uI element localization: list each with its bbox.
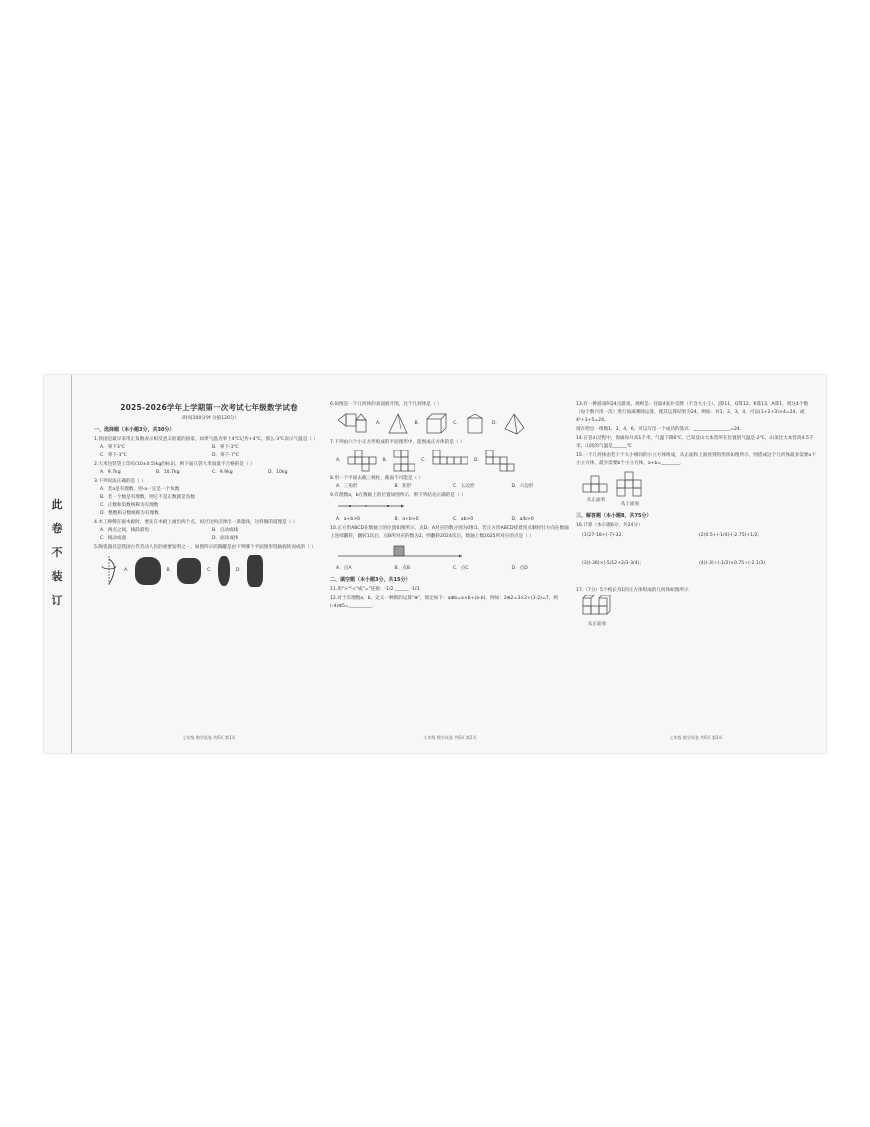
question-7: 7.下列由六个小正方形组成的平面图形中，能围成正方体的是（ ） xyxy=(330,440,465,446)
option: B．10.7kg xyxy=(156,470,180,476)
calc-item: (2)0.5+(-1/4)-(-2.75)+1/2； xyxy=(699,533,763,539)
top-view-figure xyxy=(616,471,644,509)
q9-options xyxy=(336,516,570,524)
question-1: 1.我国是最早采用正负数表示相反意义的量的国家，如果气温为零上4℃记作+4℃，那么-3℃表示气温是（ ） xyxy=(94,436,318,442)
option: B．矩形 xyxy=(394,484,412,490)
question-9: 9.有理数a，b在数轴上的位置如图所示，则下列结论正确的是（ ） xyxy=(330,493,466,499)
page-footer: 七年级 数学试卷 共6页 第3页 xyxy=(669,735,723,740)
jar-icon xyxy=(177,558,201,584)
option: D．a/b>0 xyxy=(511,517,534,523)
section-fill: 二、填空题（本小题3分，共15分） xyxy=(330,577,411,584)
option-label: B. xyxy=(166,568,172,574)
option-label: D. xyxy=(235,568,241,574)
option-label: A. xyxy=(336,458,341,464)
front-view-grid xyxy=(582,475,610,493)
option: A．零下3℃ xyxy=(100,444,126,450)
top-view-grid xyxy=(616,471,644,497)
page-footer: 七年级 数学试卷 共6页 第2页 xyxy=(423,735,477,740)
option: B．若一个数是有理数，则它不是正数就是负数 xyxy=(100,495,196,501)
option: A．a+b>0 xyxy=(336,517,361,523)
section-answer: 三、解答题（本小题8，共75分） xyxy=(576,513,652,520)
option: C．点C xyxy=(453,566,469,572)
cube-net-a xyxy=(347,450,377,472)
q7-figures xyxy=(336,450,570,472)
question-11: 11.用">""<"或"="连接：-1/2 ______ -1/3. xyxy=(330,587,421,593)
question-8: 8.用一个平面去截三棱柱，截面不可能是（ ） xyxy=(330,476,424,482)
option: A．三角形 xyxy=(336,484,358,490)
q2-options xyxy=(100,469,324,477)
number-line-q9 xyxy=(336,500,406,512)
option: A．两点之间，线段最短 xyxy=(100,528,150,534)
option-label: D. xyxy=(473,458,479,464)
exam-title: 2025-2026学年上学期第一次考试七年级数学试卷 xyxy=(120,403,298,412)
option: C．正数和负数统称为有理数 xyxy=(100,503,159,509)
prism-icon xyxy=(464,413,486,435)
binding-margin xyxy=(44,375,72,753)
option: A．9.7kg xyxy=(100,470,121,476)
option-label: B. xyxy=(414,421,420,427)
vase-icon xyxy=(247,555,263,587)
cube-net-c xyxy=(432,450,468,472)
page-footer: 七年级 数学试卷 共6页 第1页 xyxy=(182,735,236,740)
figure-caption: 从正面看 xyxy=(586,498,606,504)
front-view-figure xyxy=(582,475,610,505)
figure-caption: 从正面看 xyxy=(587,622,607,628)
question-3: 3.下列说法正确的是（ ） xyxy=(94,479,146,485)
rotation-profile-figure xyxy=(100,556,118,586)
pyramid-icon xyxy=(387,413,409,435)
q4-options xyxy=(100,527,324,543)
question-15: 15.一个几何体由若干个大小相同的小立方体组成，从正面和上面看到的形状如图所示，则搭成这个几何体最多需要a个小立方体，最少需要b个小立方体，a+b=________． xyxy=(576,453,816,467)
option: B．点B xyxy=(394,566,410,572)
jar-icon xyxy=(135,557,161,585)
option: D．面动成体 xyxy=(212,536,239,542)
cubes-solid-figure xyxy=(582,595,612,617)
cube-icon xyxy=(425,413,447,435)
page-3 xyxy=(576,393,816,743)
figure-caption: 从上面看 xyxy=(620,502,640,508)
q10-options xyxy=(336,565,570,573)
option: C．线动成面 xyxy=(100,536,127,542)
q17-figure xyxy=(582,595,612,629)
calc-item: (3)(-36)×(-5/12+2/3-3/4)； xyxy=(582,561,644,567)
option: D．六边形 xyxy=(511,484,534,490)
pyramid-icon xyxy=(503,413,525,435)
vase-icon xyxy=(218,556,230,586)
page-1 xyxy=(94,393,324,743)
number-line-q10 xyxy=(336,541,466,561)
q1-options xyxy=(100,444,324,460)
option-label: A. xyxy=(124,568,129,574)
question-16: 16.计算（本小题6分，共24分） xyxy=(576,523,643,529)
question-5: 5.陶瓷器具是我国古代劳动人民的重要发明之一。如图所示的陶罐是由下列哪个平面图形绕轴旋转而成的（ ） xyxy=(94,545,316,551)
option: D．零下-7℃ xyxy=(212,452,240,458)
option-label: C. xyxy=(453,421,458,427)
question-4: 4.木工师傅在锯木板时，要先在木板上画出两个点，再过这两点弹出一条墨线，这样做的道理是（ ） xyxy=(94,520,298,526)
calc-item: (1)27-18+(-7)-32； xyxy=(582,533,626,539)
net-figure xyxy=(336,412,370,436)
option: B．零下-3℃ xyxy=(212,444,239,450)
q16-items-2 xyxy=(582,560,816,568)
option-label: A. xyxy=(376,421,381,427)
section-choice: 一、选择题（本小题3分，共30分） xyxy=(94,427,175,434)
option: C．零下-3℃ xyxy=(100,452,127,458)
question-12: 12.对于有理数a，b，定义一种新的运算"⊕"，规定如下：a⊕b=a×b+(a-b)，例如：3⊕2=3×2+(3-2)=7，则(-4)⊕5=__________． xyxy=(330,596,558,610)
question-2: 2.大米包装袋上印有(10±0.5)kg的标识，则下面几袋大米质量不合格的是（ ） xyxy=(94,462,255,467)
q3-options xyxy=(100,486,324,518)
exam-subtitle: （时间100分钟 分值120分） xyxy=(178,416,240,422)
option: B．a+b>0 xyxy=(394,517,419,523)
page-2 xyxy=(330,393,570,743)
question-10: 10.正方形ABCD在数轴上的位置如图所示，点D、A对应的数分别为0和1，若正方形ABCD绕着顶点顺时针方向在数轴上连续翻转，翻转1次后，点B所对应的数为2；则翻转2024次后，数轴上数2025所对应的点是（ ） xyxy=(330,526,569,540)
exam-sheet xyxy=(44,375,826,753)
q15-figures xyxy=(582,471,816,509)
calc-item: (4)(-3)÷(-1/2)×0.75÷(-2 1/3)． xyxy=(699,561,770,567)
option-label: B. xyxy=(382,458,388,464)
question-13-part-b: 现在给出一组数1，3，4，6，可以写出一个成功的算式：________________=24． xyxy=(576,427,745,433)
option: C．9.9kg xyxy=(212,470,233,476)
option-label: C. xyxy=(421,458,426,464)
question-17: 17.（7分）5个棱长为1的正方体组成的几何体如图所示． xyxy=(576,588,694,594)
binding-text: 此卷不装订 xyxy=(51,498,63,607)
option: B．点动成线 xyxy=(212,528,239,534)
question-14: 14.在登山过程中，海拔每升高1千米，气温下降6℃，已知登山大本营所在位置的气温是-2℃，山顶比大本营高4.5千米，山顶的气温是______℃ xyxy=(576,436,814,450)
q6-figures xyxy=(336,412,570,436)
cube-net-b xyxy=(393,450,415,472)
option: C．ab>0 xyxy=(453,517,474,523)
option: A．若a是有理数，则-a一定是一个负数 xyxy=(100,487,180,493)
q5-figures xyxy=(100,555,324,587)
option: A．点A xyxy=(336,566,352,572)
option: D．整数和分数统称为有理数 xyxy=(100,511,159,517)
option: C．五边形 xyxy=(453,484,475,490)
option-label: C. xyxy=(207,568,212,574)
option: D．10kg xyxy=(268,470,288,476)
q8-options xyxy=(336,483,570,491)
option: D．点D xyxy=(511,566,528,572)
q16-items xyxy=(582,532,816,540)
option-label: D. xyxy=(491,421,497,427)
cube-net-d xyxy=(485,450,515,472)
question-6: 6.如图是一个几何体的表面展开图，这个几何体是（ ） xyxy=(330,402,442,407)
question-13: 13.有一种游戏叫24点游戏，规则是：任取4张扑克牌（不含大小王），J算11，Q算12，K算13，A算1，将这4个数（每个数只用一次）进行加减乘除运算，使其运算结果为24，例如：对1，2，3，4，可以(1+2+3)×4=24，或4²+3+5=24。 xyxy=(576,402,809,424)
